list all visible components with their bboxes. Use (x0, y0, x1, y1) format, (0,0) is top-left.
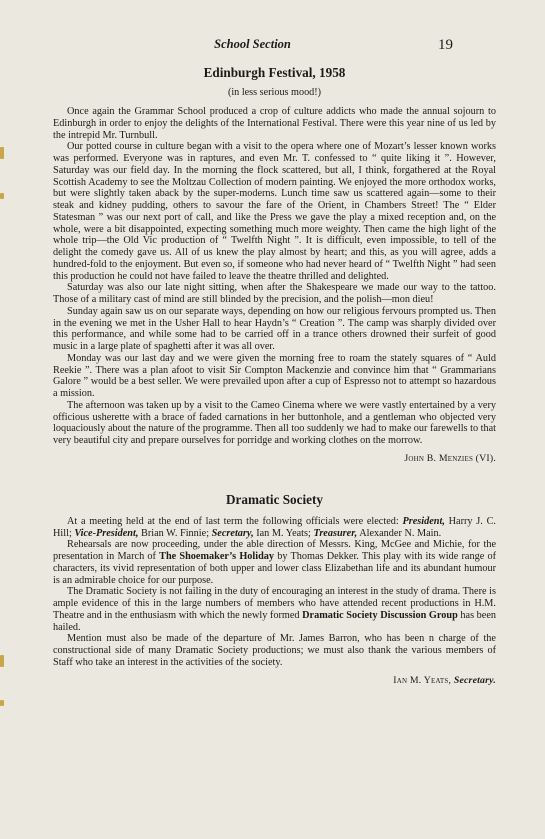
article-paragraph: Mention must also be made of the departure of Mr. James Barron, who has been n charge of the constructional side of many Dramatic Society productions; we must also thank the various members of Staff who take an interest in the activities of the society. (53, 633, 496, 668)
page-number: 19 (438, 37, 453, 53)
article-paragraph: Saturday was also our late night sitting, when after the Shakespeare we made our way to the tattoo. Those of a military cast of mind are still blinded by the precision, and the polish—mon dieu! (53, 282, 496, 305)
page-edge-mark (0, 700, 4, 706)
office-title: Secretary, (211, 527, 254, 539)
article-paragraph: Sunday again saw us on our separate ways, depending on how our religious fervours prompted us. Then in the evening we met in the Usher Hall to hear Haydn’s “ Creation ”. The camp was sharply divided over this performance, and while some had to be carried off in a trance others drowned their surfeit of good music in a large plate of spaghetti after it was all over. (53, 305, 496, 352)
signature-role: Secretary. (453, 674, 496, 686)
official-name: Alexander N. Main. (359, 527, 442, 539)
page-edge-mark (0, 147, 4, 159)
paragraph-text: by Thomas Dekker. This play with its wide range of characters, its vivid representation of both upper and lower class Elizabethan life and its abundant humour is an admirable choice for our purpose. (53, 551, 496, 586)
article-paragraph: Monday was our last day and we were given the morning free to roam the stately squares of “ Auld Reekie ”. There was a plan afoot to visit Sir Compton Mackenzie and convince him that “ Grammarians Galore ” would be a best seller. We were prevailed upon after a cup of Espresso not to attempt so hazardous a mission. (53, 352, 496, 399)
page-edge-mark (0, 193, 4, 199)
article-paragraph: Once again the Grammar School produced a crop of culture addicts who made the annual sojourn to Edinburgh in order to enjoy the delights of the International Festival. There were this year nine of us led by the intrepid Mr. Turnbull. (53, 106, 496, 141)
article-title: Edinburgh Festival, 1958 (203, 65, 346, 80)
paragraph-text: Rehearsals are now proceeding, under the able direction of Messrs. King, McGee and Michie, for the presentation in March of (53, 539, 496, 562)
official-name: Harry J. C. Hill; (53, 515, 496, 539)
office-title: Vice-President, (74, 527, 139, 539)
article-title: Dramatic Society (225, 491, 324, 507)
running-head: School Section (214, 37, 291, 51)
article-paragraph: The afternoon was taken up by a visit to the Cameo Cinema where we were vastly entertained by a very officious usherette with a brace of faded carnations in her buttonhole, and a gentleman who objected very loquaciously about the nature of the programme. Then all too suddenly we had to make our farewells to that very beautiful city and prepare ourselves for porridge and working clothes on the morrow. (53, 399, 496, 446)
paragraph-text: has been hailed. (53, 609, 497, 633)
office-title: Treasurer, (313, 527, 358, 539)
article-paragraph (53, 516, 496, 540)
article-dramatic-society (53, 492, 496, 686)
article-paragraph: Our potted course in culture began with a visit to the opera where one of Mozart’s lesser known works was performed. Everyone was in raptures, and even Mr. T. confessed to “ quite liking it ”. However, Saturday was our field day. In the morning the flock scattered, but all, I think, forgathered at the Royal Scottish Academy to see the Moltzau Collection of modern painting. We enjoyed the more orthodox works, but were slightly taken aback by the super-moderns. Lunch time saw us scattered again—some to their steak and kidney pudding, others to savour the fare of the Orient, in Chambers Street! The “ Elder Statesman ” was our next port of call, and like the Press we gave the play a mixed reception and, on the whole, were a bit disappointed, expecting something much more weighty. Then came the high light of the whole trip—the Old Vic production of “ Twelfth Night ”. It is difficult, even impossible, to tell of the delight the comedy gave us. All of us knew the play almost by heart; and this, as you will agree, adds a hundred-fold to the enjoyment. But even so, if someone who had never heard of “ Twelfth Night ” had seen this production he could not have failed to leave the theatre thrilled and delighted. (53, 141, 496, 282)
article-paragraph (53, 539, 496, 586)
page-edge-mark (0, 655, 4, 667)
office-title: President, (402, 515, 445, 527)
officials-intro: At a meeting held at the end of last term the following officials were elected: (67, 515, 399, 527)
play-title: The Shoemaker’s Holiday (159, 551, 275, 562)
article-paragraph (53, 586, 496, 633)
signature-name: Ian M. Yeats, (393, 674, 452, 686)
official-name: Brian W. Finnie; (140, 527, 210, 539)
paragraph-text: The Dramatic Society is not failing in the duty of encouraging an interest in the study of drama. There is ample evidence of this in the large numbers of members who have attended recent productions in H.M. Theatre and in the enthusiasm with which the newly formed (53, 586, 496, 621)
article-edinburgh-festival (53, 65, 496, 464)
article-subtitle: (in less serious mood!) (227, 87, 322, 98)
official-name: Ian M. Yeats; (256, 527, 311, 539)
group-name: Dramatic Society Discussion Group (302, 609, 458, 621)
secretary-signature (53, 675, 496, 686)
page-header (0, 37, 545, 57)
page-content (53, 65, 496, 686)
author-signature: John B. Menzies (VI). (404, 452, 496, 464)
